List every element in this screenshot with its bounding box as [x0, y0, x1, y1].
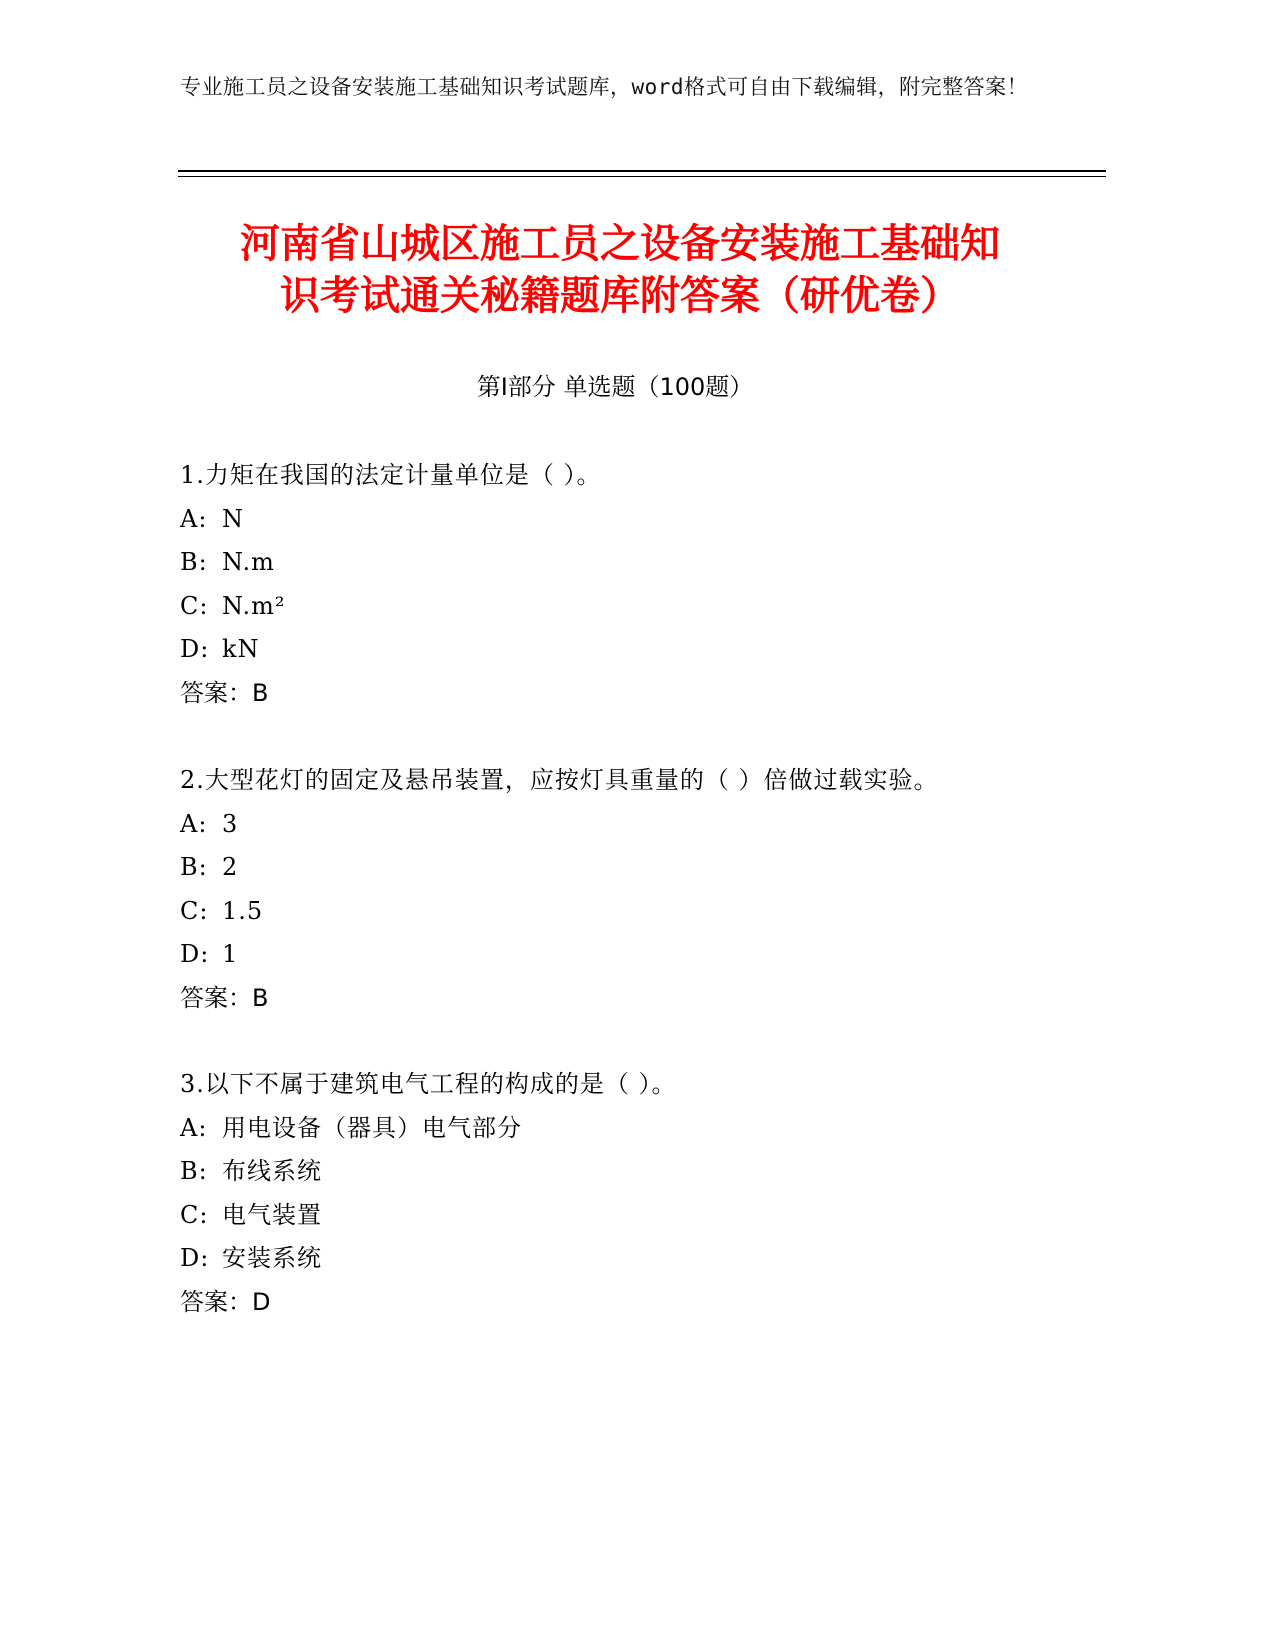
option-letter: B:: [180, 853, 208, 881]
option-letter: A:: [180, 809, 208, 838]
question-option-b: [180, 541, 1080, 585]
question-option-c: [180, 890, 1080, 934]
section-title: 第Ⅰ部分 单选题（100题）: [476, 373, 754, 401]
document-title-line-2: 识考试通关秘籍题库附答案（研优卷）: [280, 273, 960, 319]
option-letter: D:: [180, 1244, 210, 1272]
document-title: [180, 218, 1060, 322]
option-letter: D:: [180, 940, 210, 968]
question-option-d: [180, 628, 1080, 672]
option-text: N.m²: [222, 591, 286, 620]
option-letter: B:: [180, 548, 208, 576]
option-text: 电气装置: [222, 1200, 322, 1229]
question-2: [180, 759, 1080, 1020]
option-text: N.m: [222, 548, 275, 576]
header-divider-thick: [178, 170, 1106, 172]
option-text: kN: [222, 635, 260, 663]
option-text: 2: [222, 853, 239, 881]
question-stem: 2.大型花灯的固定及悬吊装置，应按灯具重量的（ ）倍做过载实验。: [180, 766, 939, 794]
option-letter: B:: [180, 1157, 208, 1185]
header-divider-thin: [178, 176, 1106, 177]
question-answer: 答案：B: [180, 678, 269, 707]
question-option-c: [180, 585, 1080, 629]
question-answer: 答案：D: [180, 1287, 271, 1316]
question-stem: 1.力矩在我国的法定计量单位是（ ）。: [180, 461, 602, 489]
option-letter: A:: [180, 1113, 208, 1142]
option-text: 1: [222, 940, 239, 968]
option-text: 3: [222, 809, 239, 838]
option-letter: C:: [180, 591, 209, 620]
option-text: N: [222, 504, 244, 533]
option-letter: A:: [180, 504, 208, 533]
question-option-b: [180, 846, 1080, 890]
question-stem: 3.以下不属于建筑电气工程的构成的是（ ）。: [180, 1070, 677, 1098]
option-letter: C:: [180, 1200, 209, 1229]
document-title-line-1: 河南省山城区施工员之设备安装施工基础知: [240, 221, 1000, 267]
question-option-c: [180, 1194, 1080, 1238]
question-option-a: [180, 803, 1080, 847]
question-option-d: [180, 933, 1080, 977]
option-letter: D:: [180, 635, 210, 663]
option-letter: C:: [180, 896, 209, 925]
question-option-a: [180, 498, 1080, 542]
option-text: 布线系统: [222, 1157, 322, 1185]
option-text: 安装系统: [222, 1244, 322, 1272]
question-1: [180, 454, 1080, 715]
question-answer: 答案：B: [180, 983, 269, 1012]
header-note: 专业施工员之设备安装施工基础知识考试题库，word格式可自由下载编辑，附完整答案！: [180, 75, 1029, 99]
question-option-b: [180, 1150, 1080, 1194]
question-3: [180, 1063, 1080, 1324]
option-text: 用电设备（器具）电气部分: [222, 1113, 522, 1142]
question-option-a: [180, 1107, 1080, 1151]
question-option-d: [180, 1237, 1080, 1281]
option-text: 1.5: [222, 896, 264, 925]
